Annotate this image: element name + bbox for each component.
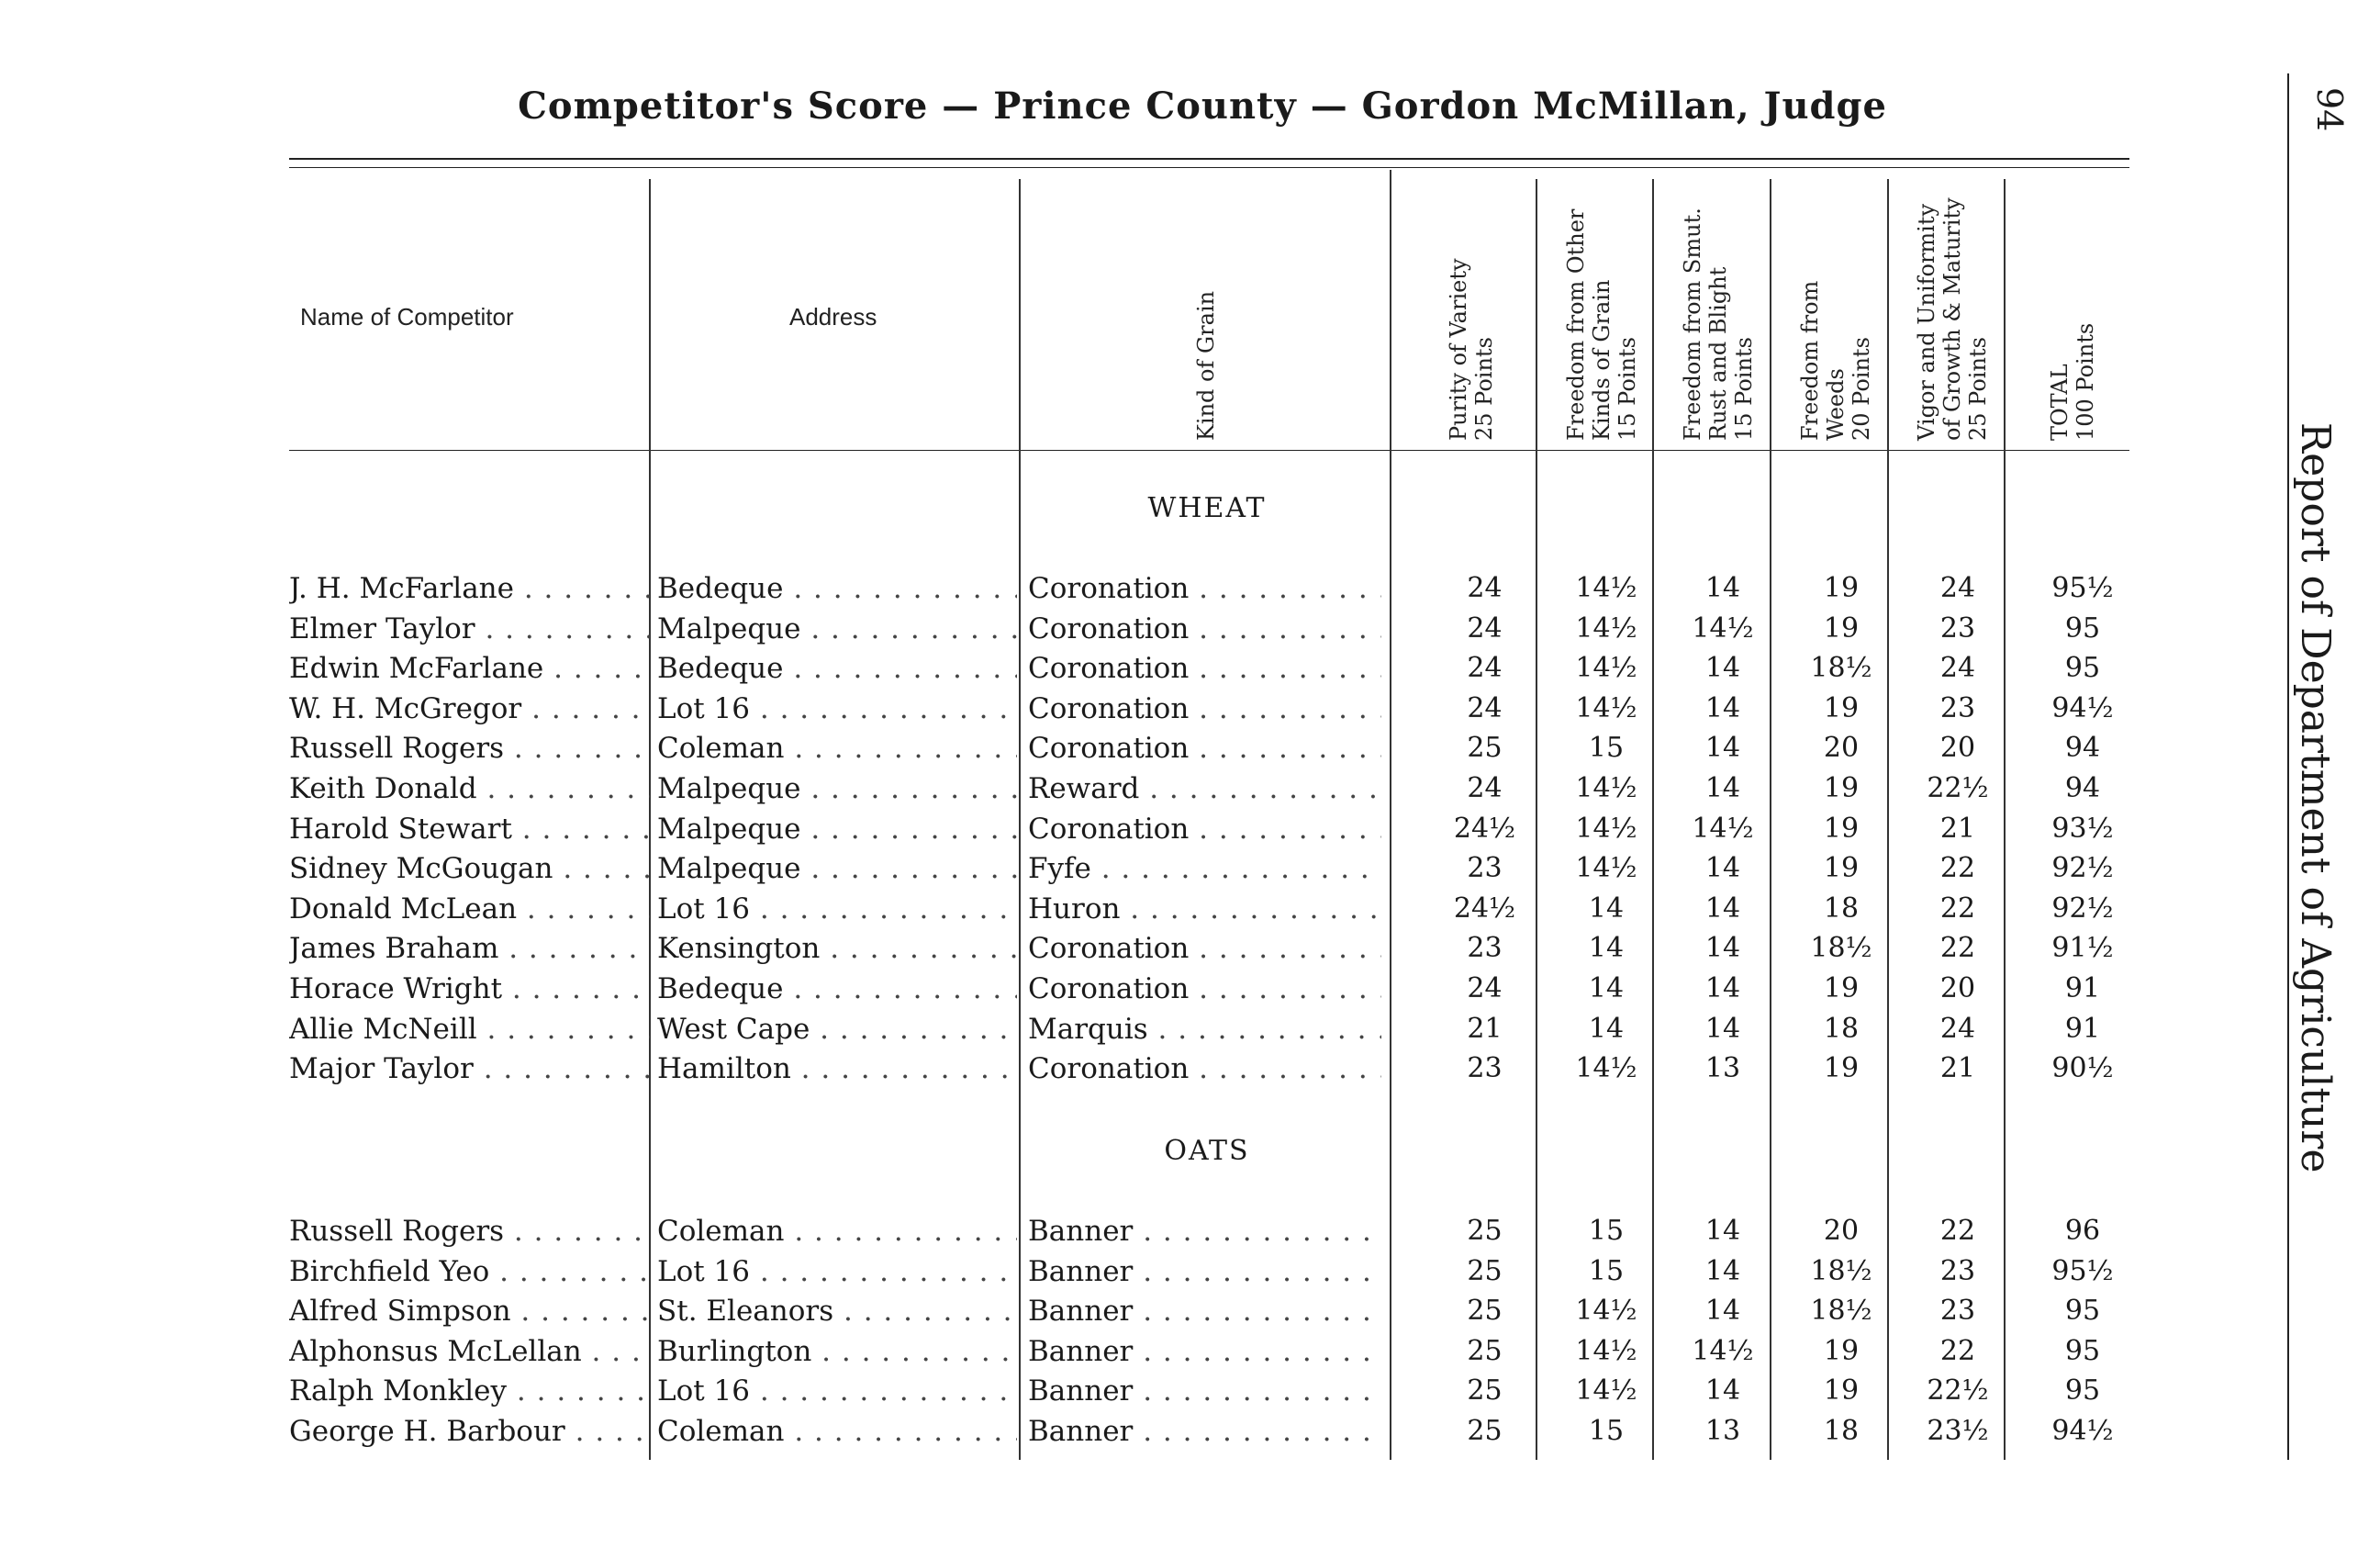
vigor-score: 21 xyxy=(1939,812,1976,845)
smut-rust-score: 14 xyxy=(1704,1374,1741,1408)
table-row xyxy=(0,1050,2380,1087)
table-row xyxy=(0,1333,2380,1370)
purity-score: 24 xyxy=(1467,611,1503,645)
weeds-score: 18 xyxy=(1823,1415,1860,1447)
smut-rust-score: 14 xyxy=(1704,772,1741,804)
purity-score: 25 xyxy=(1467,732,1503,765)
kind-of-grain: Banner . . . xyxy=(1028,1213,1381,1250)
table-row xyxy=(0,650,2380,687)
weeds-score: 18½ xyxy=(1810,1254,1872,1287)
smut-rust-score: 13 xyxy=(1704,1052,1741,1085)
smut-rust-score: 14 xyxy=(1704,1012,1741,1045)
kind-of-grain: Reward . . . xyxy=(1028,770,1381,807)
competitor-name: W. H. McGregor . . . xyxy=(289,690,650,727)
total-score: 94½ xyxy=(2051,691,2114,724)
weeds-score: 19 xyxy=(1823,611,1860,645)
competitor-address: Malpeque . . . xyxy=(657,770,1017,807)
competitor-address: Bedeque . . . xyxy=(657,970,1017,1007)
table-row xyxy=(0,811,2380,847)
smut-rust-score: 14½ xyxy=(1692,1334,1754,1367)
other-kinds-score: 15 xyxy=(1588,1254,1625,1287)
competitor-name: Russell Rogers . . . xyxy=(289,1213,650,1250)
header-address: Address xyxy=(789,303,877,331)
smut-rust-score: 14 xyxy=(1704,652,1741,685)
competitor-address: Bedeque . . . xyxy=(657,570,1017,607)
table-row xyxy=(0,850,2380,887)
smut-rust-score: 14 xyxy=(1704,972,1741,1004)
header-kind-of-grain: Kind of Grain xyxy=(1193,290,1219,441)
table-row xyxy=(0,690,2380,727)
vigor-score: 22 xyxy=(1939,1215,1976,1247)
kind-of-grain: Coronation . . . xyxy=(1028,650,1381,687)
table-row xyxy=(0,1011,2380,1048)
purity-score: 25 xyxy=(1467,1295,1503,1328)
competitor-name: James Braham . . . xyxy=(289,930,650,967)
table-row xyxy=(0,891,2380,927)
section-label-oats: OATS xyxy=(1164,1135,1250,1167)
competitor-name: Sidney McGougan . . . xyxy=(289,850,650,887)
other-kinds-score: 14½ xyxy=(1575,572,1637,604)
vigor-score: 24 xyxy=(1939,652,1976,685)
weeds-score: 19 xyxy=(1823,1334,1860,1367)
competitor-address: Malpeque . . . xyxy=(657,611,1017,647)
weeds-score: 20 xyxy=(1823,732,1860,765)
top-rule xyxy=(289,158,2129,160)
total-score: 95 xyxy=(2064,1374,2101,1408)
table-row xyxy=(0,611,2380,647)
kind-of-grain: Coronation . . . xyxy=(1028,970,1381,1007)
purity-score: 24 xyxy=(1467,572,1503,604)
vigor-score: 22½ xyxy=(1927,772,1989,804)
kind-of-grain: Coronation . . . xyxy=(1028,611,1381,647)
competitor-address: Coleman . . . xyxy=(657,1413,1017,1450)
weeds-score: 19 xyxy=(1823,812,1860,845)
total-score: 94 xyxy=(2064,772,2101,804)
smut-rust-score: 14 xyxy=(1704,1254,1741,1287)
purity-score: 21 xyxy=(1467,1012,1503,1045)
vigor-score: 20 xyxy=(1939,972,1976,1004)
competitor-address: Coleman . . . xyxy=(657,1213,1017,1250)
competitor-address: Hamilton . . . xyxy=(657,1050,1017,1087)
competitor-name: Birchfield Yeo . . . xyxy=(289,1253,650,1290)
kind-of-grain: Banner . . . xyxy=(1028,1293,1381,1329)
other-kinds-score: 14½ xyxy=(1575,1295,1637,1328)
competitor-name: Harold Stewart . . . xyxy=(289,811,650,847)
table-row xyxy=(0,970,2380,1007)
smut-rust-score: 14½ xyxy=(1692,812,1754,845)
competitor-name: George H. Barbour . . . xyxy=(289,1413,650,1450)
competitor-name: Horace Wright . . . xyxy=(289,970,650,1007)
total-score: 91 xyxy=(2064,972,2101,1004)
other-kinds-score: 14½ xyxy=(1575,652,1637,685)
weeds-score: 18 xyxy=(1823,1012,1860,1045)
table-row xyxy=(0,1253,2380,1290)
competitor-name: Ralph Monkley . . . xyxy=(289,1373,650,1409)
table-row xyxy=(0,570,2380,607)
header-name-of-competitor: Name of Competitor xyxy=(300,303,514,331)
smut-rust-score: 14 xyxy=(1704,892,1741,925)
total-score: 95 xyxy=(2064,1295,2101,1328)
total-score: 93½ xyxy=(2051,812,2114,845)
purity-score: 25 xyxy=(1467,1415,1503,1447)
weeds-score: 18½ xyxy=(1810,652,1872,685)
header-freedom-smut-rust: Freedom from Smut. Rust and Blight 15 Points xyxy=(1680,207,1757,441)
competitor-address: Bedeque . . . xyxy=(657,650,1017,687)
weeds-score: 19 xyxy=(1823,691,1860,724)
header-total: TOTAL 100 Points xyxy=(2047,322,2098,441)
smut-rust-score: 14 xyxy=(1704,1295,1741,1328)
purity-score: 24 xyxy=(1467,772,1503,804)
vigor-score: 22 xyxy=(1939,1334,1976,1367)
weeds-score: 19 xyxy=(1823,1052,1860,1085)
other-kinds-score: 14½ xyxy=(1575,691,1637,724)
other-kinds-score: 14 xyxy=(1588,972,1625,1004)
total-score: 94 xyxy=(2064,732,2101,765)
purity-score: 24½ xyxy=(1453,892,1516,925)
competitor-name: Allie McNeill . . . xyxy=(289,1011,650,1048)
weeds-score: 19 xyxy=(1823,852,1860,885)
vigor-score: 21 xyxy=(1939,1052,1976,1085)
total-score: 95 xyxy=(2064,611,2101,645)
purity-score: 25 xyxy=(1467,1334,1503,1367)
competitor-address: Coleman . . . xyxy=(657,730,1017,767)
vigor-score: 22 xyxy=(1939,852,1976,885)
competitor-name: Edwin McFarlane . . . xyxy=(289,650,650,687)
weeds-score: 19 xyxy=(1823,1374,1860,1408)
competitor-name: Major Taylor . . . xyxy=(289,1050,650,1087)
smut-rust-score: 14½ xyxy=(1692,611,1754,645)
kind-of-grain: Coronation . . . xyxy=(1028,730,1381,767)
page-title: Competitor's Score — Prince County — Gordon McMillan, Judge xyxy=(518,84,1887,128)
kind-of-grain: Coronation . . . xyxy=(1028,570,1381,607)
smut-rust-score: 13 xyxy=(1704,1415,1741,1447)
weeds-score: 19 xyxy=(1823,972,1860,1004)
purity-score: 24 xyxy=(1467,652,1503,685)
vigor-score: 23 xyxy=(1939,691,1976,724)
table-row xyxy=(0,770,2380,807)
other-kinds-score: 14 xyxy=(1588,892,1625,925)
total-score: 94½ xyxy=(2051,1415,2114,1447)
weeds-score: 18 xyxy=(1823,892,1860,925)
other-kinds-score: 14½ xyxy=(1575,611,1637,645)
competitor-address: Lot 16 . . . xyxy=(657,690,1017,727)
total-score: 91 xyxy=(2064,1012,2101,1045)
table-row xyxy=(0,1373,2380,1409)
competitor-address: West Cape . . . xyxy=(657,1011,1017,1048)
competitor-address: Lot 16 . . . xyxy=(657,891,1017,927)
total-score: 95 xyxy=(2064,1334,2101,1367)
header-purity-of-variety: Purity of Variety 25 Points xyxy=(1446,258,1497,441)
kind-of-grain: Coronation . . . xyxy=(1028,930,1381,967)
top-rule-secondary xyxy=(289,167,2129,168)
competitor-name: Alfred Simpson . . . xyxy=(289,1293,650,1329)
header-bottom-rule xyxy=(289,450,2129,451)
other-kinds-score: 14½ xyxy=(1575,812,1637,845)
smut-rust-score: 14 xyxy=(1704,852,1741,885)
smut-rust-score: 14 xyxy=(1704,691,1741,724)
header-freedom-weeds: Freedom from Weeds 20 Points xyxy=(1797,280,1874,441)
competitor-name: Donald McLean . . . xyxy=(289,891,650,927)
competitor-name: Russell Rogers . . . xyxy=(289,730,650,767)
table-row xyxy=(0,1213,2380,1250)
vigor-score: 23 xyxy=(1939,611,1976,645)
table-row xyxy=(0,930,2380,967)
competitor-address: Malpeque . . . xyxy=(657,811,1017,847)
kind-of-grain: Coronation . . . xyxy=(1028,690,1381,727)
table-row xyxy=(0,1293,2380,1329)
total-score: 95½ xyxy=(2051,572,2114,604)
purity-score: 23 xyxy=(1467,1052,1503,1085)
other-kinds-score: 15 xyxy=(1588,1415,1625,1447)
other-kinds-score: 14½ xyxy=(1575,1334,1637,1367)
header-freedom-other-kinds: Freedom from Other Kinds of Grain 15 Points xyxy=(1563,208,1640,441)
kind-of-grain: Banner . . . xyxy=(1028,1253,1381,1290)
smut-rust-score: 14 xyxy=(1704,932,1741,965)
kind-of-grain: Banner . . . xyxy=(1028,1333,1381,1370)
header-vigor-uniformity: Vigor and Uniformity of Growth & Maturity 25 Points xyxy=(1914,197,1991,441)
total-score: 91½ xyxy=(2051,932,2114,965)
weeds-score: 19 xyxy=(1823,772,1860,804)
kind-of-grain: Coronation . . . xyxy=(1028,811,1381,847)
competitor-name: Keith Donald . . . xyxy=(289,770,650,807)
other-kinds-score: 14½ xyxy=(1575,1052,1637,1085)
competitor-address: Malpeque . . . xyxy=(657,850,1017,887)
vigor-score: 22½ xyxy=(1927,1374,1989,1408)
kind-of-grain: Banner . . . xyxy=(1028,1413,1381,1450)
weeds-score: 19 xyxy=(1823,572,1860,604)
other-kinds-score: 14 xyxy=(1588,1012,1625,1045)
smut-rust-score: 14 xyxy=(1704,572,1741,604)
competitor-name: Alphonsus McLellan . . . xyxy=(289,1333,650,1370)
competitor-name: Elmer Taylor . . . xyxy=(289,611,650,647)
vigor-score: 23 xyxy=(1939,1295,1976,1328)
purity-score: 23 xyxy=(1467,852,1503,885)
other-kinds-score: 15 xyxy=(1588,1215,1625,1247)
table-row xyxy=(0,1413,2380,1450)
running-title: Report of Department of Agriculture xyxy=(2292,422,2339,1173)
competitor-name: J. H. McFarlane . . . xyxy=(289,570,650,607)
total-score: 95½ xyxy=(2051,1254,2114,1287)
purity-score: 25 xyxy=(1467,1374,1503,1408)
kind-of-grain: Banner . . . xyxy=(1028,1373,1381,1409)
vigor-score: 23½ xyxy=(1927,1415,1989,1447)
weeds-score: 20 xyxy=(1823,1215,1860,1247)
weeds-score: 18½ xyxy=(1810,932,1872,965)
competitor-address: Lot 16 . . . xyxy=(657,1373,1017,1409)
kind-of-grain: Marquis . . . xyxy=(1028,1011,1381,1048)
purity-score: 25 xyxy=(1467,1254,1503,1287)
other-kinds-score: 14½ xyxy=(1575,852,1637,885)
vigor-score: 20 xyxy=(1939,732,1976,765)
purity-score: 24½ xyxy=(1453,812,1516,845)
total-score: 92½ xyxy=(2051,852,2114,885)
vigor-score: 24 xyxy=(1939,1012,1976,1045)
vigor-score: 23 xyxy=(1939,1254,1976,1287)
competitor-address: St. Eleanors . . . xyxy=(657,1293,1017,1329)
kind-of-grain: Coronation . . . xyxy=(1028,1050,1381,1087)
other-kinds-score: 15 xyxy=(1588,732,1625,765)
smut-rust-score: 14 xyxy=(1704,732,1741,765)
purity-score: 24 xyxy=(1467,691,1503,724)
weeds-score: 18½ xyxy=(1810,1295,1872,1328)
purity-score: 23 xyxy=(1467,932,1503,965)
total-score: 95 xyxy=(2064,652,2101,685)
total-score: 90½ xyxy=(2051,1052,2114,1085)
purity-score: 24 xyxy=(1467,972,1503,1004)
other-kinds-score: 14 xyxy=(1588,932,1625,965)
section-label-wheat: WHEAT xyxy=(1147,492,1267,524)
page-number: 94 xyxy=(2309,87,2350,132)
competitor-address: Burlington . . . xyxy=(657,1333,1017,1370)
other-kinds-score: 14½ xyxy=(1575,1374,1637,1408)
vigor-score: 22 xyxy=(1939,932,1976,965)
other-kinds-score: 14½ xyxy=(1575,772,1637,804)
table-row xyxy=(0,730,2380,767)
purity-score: 25 xyxy=(1467,1215,1503,1247)
vigor-score: 24 xyxy=(1939,572,1976,604)
competitor-address: Kensington . . . xyxy=(657,930,1017,967)
smut-rust-score: 14 xyxy=(1704,1215,1741,1247)
kind-of-grain: Huron . . . xyxy=(1028,891,1381,927)
vigor-score: 22 xyxy=(1939,892,1976,925)
total-score: 96 xyxy=(2064,1215,2101,1247)
total-score: 92½ xyxy=(2051,892,2114,925)
kind-of-grain: Fyfe . . . xyxy=(1028,850,1381,887)
competitor-address: Lot 16 . . . xyxy=(657,1253,1017,1290)
